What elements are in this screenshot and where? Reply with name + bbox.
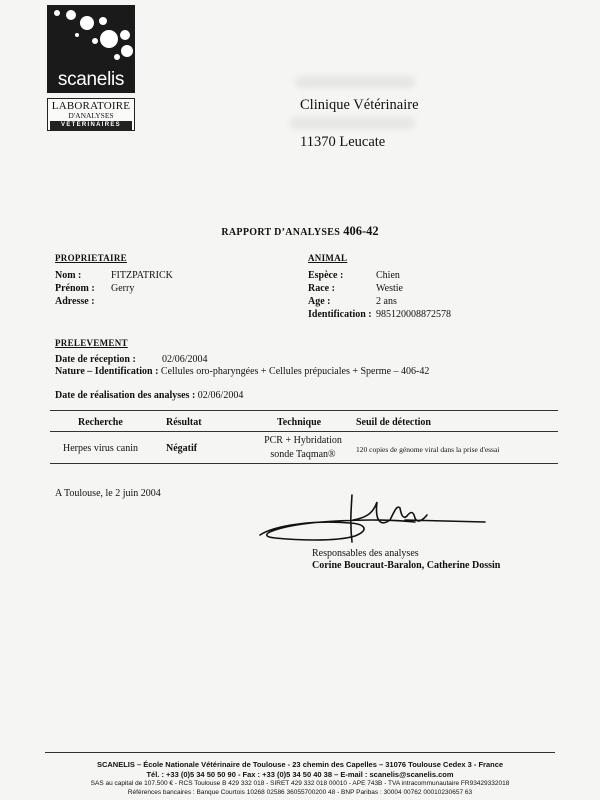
footer-contact: Tél. : +33 (0)5 34 50 50 90 - Fax : +33 (0)5 34 50 40 38 – E-mail : scanelis@scanelis.com [146, 770, 454, 779]
cell-recherche: Herpes virus canin [63, 443, 138, 454]
nature-value: Cellules oro-pharyngées + Cellules prépuciales + Sperme – 406-42 [160, 366, 430, 377]
race-label: Race : [308, 283, 335, 294]
clinic-name: Clinique Vétérinaire [300, 97, 419, 113]
table-header-rule [50, 431, 558, 432]
adresse-label: Adresse : [55, 296, 95, 307]
footer-address: SCANELIS – École Nationale Vétérinaire de Toulouse - 23 chemin des Capelles – 31076 Toulouse Cedex 3 - France [96, 760, 504, 769]
reception-value: 02/06/2004 [162, 354, 208, 365]
realisation-line [55, 390, 243, 401]
cell-seuil: 120 copies de génome viral dans la prise d'essai [356, 445, 500, 454]
header-resultat: Résultat [166, 417, 202, 428]
nom-label: Nom : [55, 270, 82, 281]
espece-label: Espèce : [308, 270, 344, 281]
nom-value: FITZPATRICK [111, 270, 173, 281]
animal-heading: ANIMAL [308, 253, 348, 263]
scanelis-logo [47, 5, 135, 93]
identification-value: 985120008872578 [376, 309, 451, 320]
espece-value: Chien [376, 270, 400, 281]
bubbles-logo-icon [47, 5, 135, 67]
age-label: Age : [308, 296, 331, 307]
footer-bank: Références bancaires : Banque Courtois 10268 02586 36055700200 48 - BNP Paribas : 30004 00762 00010230657 63 [127, 789, 473, 796]
table-top-rule [50, 410, 558, 411]
footer-legal: SAS au capital de 107.500 € - RCS Toulouse B 429 332 018 - SIRET 429 332 018 00010 - APE 743B - TVA intracommunautaire FR93429332018 [90, 780, 510, 787]
lab-line3: VÉTÉRINAIRES [50, 121, 132, 130]
place-date: A Toulouse, le 2 juin 2004 [55, 488, 161, 499]
realisation-label: Date de réalisation des analyses : [55, 390, 196, 401]
header-seuil: Seuil de détection [356, 417, 431, 428]
prelevement-heading: PRELEVEMENT [55, 338, 128, 348]
logo-brand: scanelis [57, 69, 125, 90]
race-value: Westie [376, 283, 403, 294]
owner-heading: PROPRIETAIRE [55, 253, 127, 263]
footer-rule [45, 752, 555, 753]
lab-logo [47, 98, 135, 131]
signature-icon [255, 490, 490, 550]
clinic-city: 11370 Leucate [300, 134, 386, 150]
cell-resultat: Négatif [166, 443, 198, 454]
nature-label: Nature – Identification : [55, 366, 159, 377]
redacted-line [290, 117, 415, 129]
age-value: 2 ans [376, 296, 397, 307]
table-bottom-rule [50, 463, 558, 464]
signatories-names: Corine Boucraut-Baralon, Catherine Dossin [312, 560, 501, 571]
report-number: 406-42 [343, 224, 379, 238]
header-technique: Technique [277, 417, 322, 428]
nature-line [55, 366, 429, 377]
cell-technique-line1: PCR + Hybridation [264, 435, 342, 446]
identification-label: Identification : [308, 309, 372, 320]
reception-label: Date de réception : [55, 354, 136, 365]
signatories-role: Responsables des analyses [312, 548, 419, 559]
realisation-value: 02/06/2004 [197, 390, 244, 401]
lab-line1: LABORATOIRE [51, 100, 131, 112]
prenom-value: Gerry [111, 283, 135, 294]
header-recherche: Recherche [78, 417, 123, 428]
cell-technique-line2: sonde Taqman® [270, 449, 336, 460]
report-title [0, 224, 600, 239]
redacted-line [295, 76, 415, 88]
prenom-label: Prénom : [55, 283, 95, 294]
report-title-prefix: RAPPORT D’ANALYSES [221, 227, 341, 238]
lab-line2: D'ANALYSES [68, 111, 114, 120]
